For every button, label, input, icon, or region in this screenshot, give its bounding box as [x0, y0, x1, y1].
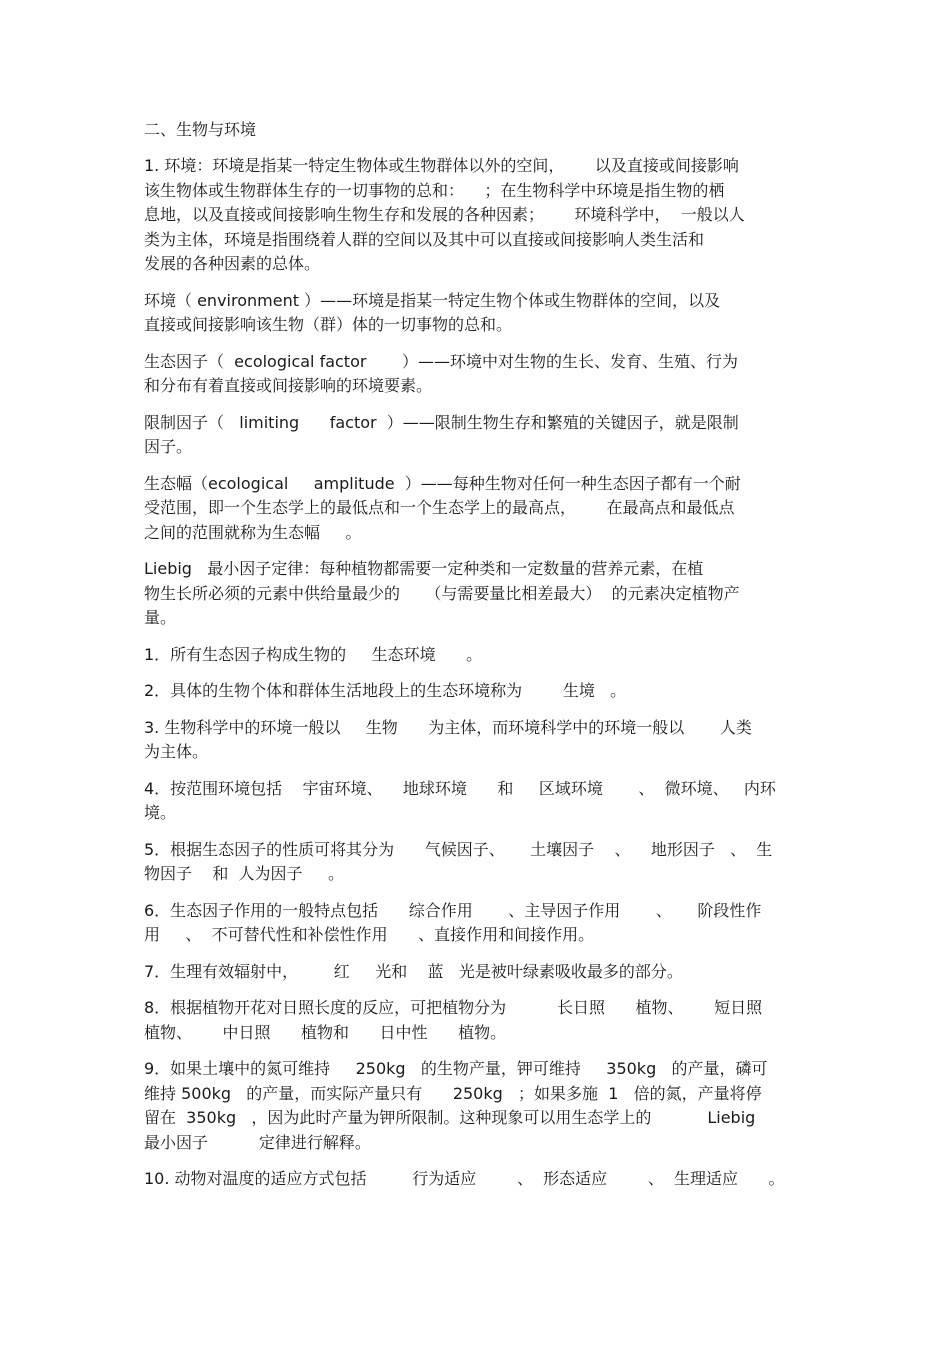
- paragraph-list: [144, 154, 812, 1192]
- paragraph-line: 5．根据生态因子的性质可将其分为 气候因子、 土壤因子 、 地形因子 、 生: [144, 839, 773, 859]
- paragraph-line: 1．所有生态因子构成生物的 生态环境 。: [144, 644, 483, 664]
- paragraph-q5: [144, 838, 812, 887]
- document-page: [144, 118, 812, 1204]
- paragraph-line: 之间的范围就称为生态幅 。: [144, 522, 362, 542]
- paragraph-line: 因子。: [144, 437, 193, 456]
- paragraph-line: 境。: [144, 803, 177, 822]
- paragraph-line: 发展的各种因素的总体。: [144, 254, 321, 273]
- paragraph-line: 6．生态因子作用的一般特点包括 综合作用 、主导因子作用 、 阶段性作: [144, 900, 762, 920]
- paragraph-q9: [144, 1057, 812, 1155]
- paragraph-q10: [144, 1167, 812, 1192]
- paragraph-line: 留在 350kg ，因为此时产量为钾所限制。这种现象可以用生态学上的 Liebig: [144, 1108, 756, 1127]
- paragraph-line: 3. 生物科学中的环境一般以 生物 为主体，而环境科学中的环境一般以 人类: [144, 717, 752, 737]
- paragraph-line: 量。: [144, 608, 177, 627]
- paragraph-line: 用 、 不可替代性和补偿性作用 、直接作用和间接作用。: [144, 925, 595, 944]
- paragraph-line: Liebig 最小因子定律：每种植物都需要一定种类和一定数量的营养元素，在植: [144, 559, 704, 578]
- paragraph-p4: [144, 411, 812, 460]
- paragraph-p3: [144, 350, 812, 399]
- paragraph-p5: [144, 472, 812, 546]
- paragraph-q3: [144, 716, 812, 765]
- paragraph-line: 生态幅（ecological amplitude ）——每种生物对任何一种生态因子都有一个耐: [144, 473, 741, 493]
- paragraph-q8: [144, 996, 812, 1045]
- paragraph-line: 2．具体的生物个体和群体生活地段上的生态环境称为 生境 。: [144, 681, 627, 700]
- paragraph-line: 受范围，即一个生态学上的最低点和一个生态学上的最高点， 在最高点和最低点: [144, 498, 735, 517]
- section-heading: 二、生物与环境: [144, 120, 257, 139]
- paragraph-line: 息地，以及直接或间接影响生物生存和发展的各种因素； 环境科学中， 一般以人: [144, 205, 745, 224]
- paragraph-line: 10. 动物对温度的适应方式包括 行为适应 、 形态适应 、 生理适应 。: [144, 1169, 785, 1188]
- paragraph-line: 生态因子（ ecological factor ）——环境中对生物的生长、发育、生殖、行为: [144, 351, 739, 371]
- paragraph-line: 植物、 中日照 植物和 日中性 植物。: [144, 1022, 507, 1042]
- paragraph-line: 物生长所必须的元素中供给量最少的 （与需要量比相差最大） 的元素决定植物产: [144, 583, 740, 603]
- paragraph-p6: [144, 557, 812, 631]
- paragraph-line: 最小因子 定律进行解释。: [144, 1132, 371, 1152]
- paragraph-line: 和分布有着直接或间接影响的环境要素。: [144, 376, 433, 395]
- paragraph-line: 9．如果土壤中的氮可维持 250kg 的生物产量，钾可维持 350kg 的产量，磷可: [144, 1059, 768, 1078]
- paragraph-line: 环境（ environment ）——环境是指某一特定生物个体或生物群体的空间，以及: [144, 290, 721, 310]
- paragraph-line: 直接或间接影响该生物（群）体的一切事物的总和。: [144, 315, 513, 334]
- paragraph-p1: [144, 154, 812, 277]
- paragraph-line: 7．生理有效辐射中， 红 光和 蓝 光是被叶绿素吸收最多的部分。: [144, 961, 683, 981]
- paragraph-line: 1. 环境：环境是指某一特定生物体或生物群体以外的空间， 以及直接或间接影响: [144, 156, 739, 175]
- paragraph-line: 类为主体，环境是指围绕着人群的空间以及其中可以直接或间接影响人类生活和: [144, 229, 705, 249]
- paragraph-q1: [144, 643, 812, 668]
- paragraph-q6: [144, 899, 812, 948]
- paragraph-q4: [144, 777, 812, 826]
- paragraph-q2: [144, 679, 812, 704]
- paragraph-line: 8．根据植物开花对日照长度的反应，可把植物分为 长日照 植物、 短日照: [144, 998, 763, 1017]
- paragraph-line: 物因子 和 人为因子 。: [144, 864, 344, 883]
- paragraph-line: 该生物体或生物群体生存的一切事物的总和： ；在生物科学中环境是指生物的栖: [144, 180, 725, 200]
- paragraph-line: 限制因子（ limiting factor ）——限制生物生存和繁殖的关键因子，就是限制: [144, 412, 739, 432]
- paragraph-p2: [144, 289, 812, 338]
- paragraph-line: 4．按范围环境包括 宇宙环境、 地球环境 和 区域环境 、 微环境、 内环: [144, 778, 776, 798]
- paragraph-line: 为主体。: [144, 742, 209, 761]
- paragraph-q7: [144, 960, 812, 985]
- paragraph-line: 维持 500kg 的产量，而实际产量只有 250kg ；如果多施 1 倍的氮，产量将停: [144, 1083, 762, 1103]
